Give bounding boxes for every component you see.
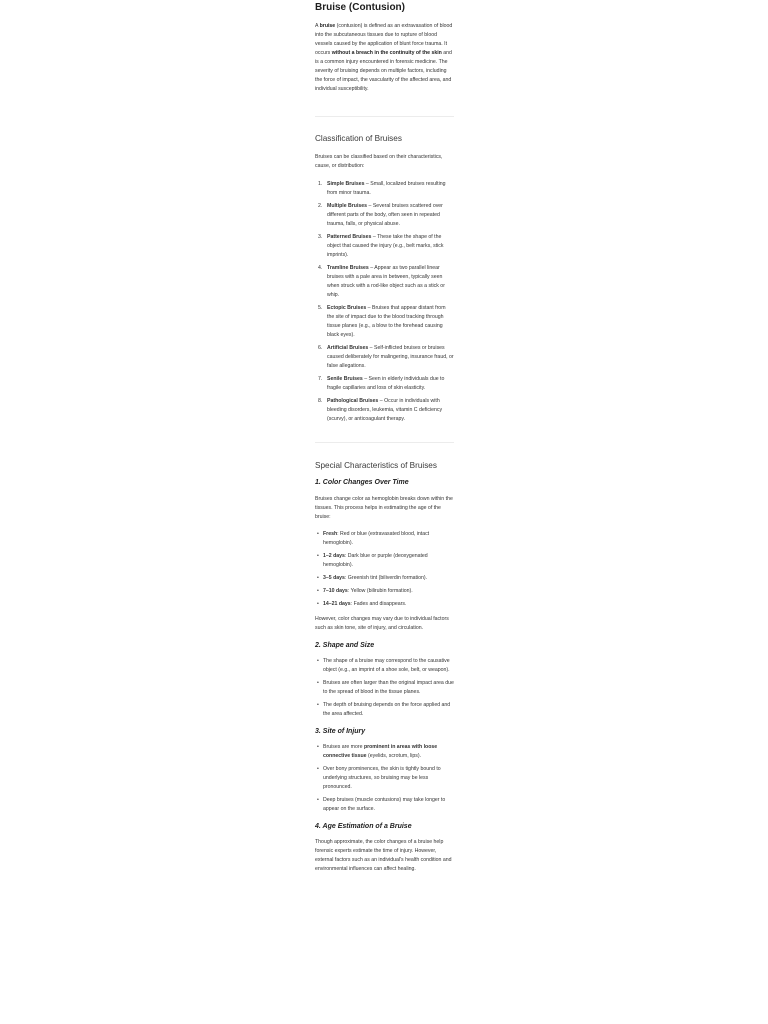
section-divider: [315, 442, 454, 443]
list-item: • 3–5 days: Greenish tint (biliverdin formation).: [317, 575, 428, 581]
classification-heading: Classification of Bruises: [315, 134, 402, 143]
classification-list: [315, 180, 454, 424]
list-item: • 14–21 days: Fades and disappears.: [317, 601, 407, 607]
list-item: • Bruises are often larger than the original impact area due to the spread of blood in the tissue planes.: [317, 680, 454, 695]
classification-item: 7. Senile Bruises – Seen in elderly individuals due to fragile capillaries and loss of skin elasticity.: [318, 376, 445, 391]
section-divider: [315, 116, 454, 117]
list-item: • The shape of a bruise may correspond to the causative object (e.g., an imprint of a shoe sole, belt, or weapon).: [317, 658, 450, 673]
site-injury-list: [315, 743, 454, 814]
classification-item: 5. Ectopic Bruises – Bruises that appear distant from the site of impact due to the blood tracking through tissue planes (e.g., a blow to the forehead causing black eyes).: [318, 305, 446, 338]
classification-item: 4. Tramline Bruises – Appear as two parallel linear bruises with a pale area in between, typically seen when struck with a rod-like object such as a stick or whip.: [318, 265, 445, 298]
classification-item: 2. Multiple Bruises – Several bruises scattered over different parts of the body, often seen in repeated trauma, falls, or physical abuse.: [318, 203, 443, 227]
intro-paragraph: A bruise (contusion) is defined as an extravasation of blood into the subcutaneous tissues due to rupture of blood vessels caused by the application of blunt force trauma. It occurs without a breach in the continuity of the skin and is a common injury encountered in forensic medicine. The severity of bruising depends on multiple factors, including the force of impact, the vascularity of the affected area, and individual susceptibility.: [315, 23, 453, 92]
color-changes-outro: However, color changes may vary due to individual factors such as skin tone, site of injury, and circulation.: [315, 616, 449, 631]
shape-size-list: [315, 657, 454, 719]
page-title: Bruise (Contusion): [315, 2, 405, 13]
list-item: • Fresh: Red or blue (extravasated blood, intact hemoglobin).: [317, 531, 430, 546]
classification-item: 8. Pathological Bruises – Occur in individuals with bleeding disorders, leukemia, vitamin C deficiency (scurvy), or anticoagulant therapy.: [318, 398, 443, 422]
list-item: • 1–2 days: Dark blue or purple (deoxygenated hemoglobin).: [317, 553, 428, 568]
classification-item: 3. Patterned Bruises – These take the shape of the object that caused the injury (e.g., belt marks, stick imprints).: [318, 234, 444, 258]
list-item: • Bruises are more prominent in areas with loose connective tissue (eyelids, scrotum, lips).: [317, 744, 438, 759]
list-item: • The depth of bruising depends on the force applied and the area affected.: [317, 702, 451, 717]
age-estimation-paragraph: Though approximate, the color changes of a bruise help forensic experts estimate the time of injury. However, external factors such as an individual's health condition and environmental influences can affect healing.: [315, 839, 452, 872]
site-injury-heading: 3. Site of Injury: [315, 728, 366, 735]
list-item: • 7–10 days: Yellow (bilirubin formation).: [317, 588, 413, 594]
list-item: • Deep bruises (muscle contusions) may take longer to appear on the surface.: [317, 797, 446, 812]
classification-item: 1. Simple Bruises – Small, localized bruises resulting from minor trauma.: [318, 181, 446, 196]
classification-intro: Bruises can be classified based on their characteristics, cause, or distribution:: [315, 154, 443, 169]
list-item: • Over bony prominences, the skin is tightly bound to underlying structures, so bruising may be less pronounced.: [317, 766, 441, 790]
color-changes-list: [315, 530, 454, 609]
document-page: [315, 0, 454, 874]
age-estimation-heading: 4. Age Estimation of a Bruise: [315, 823, 412, 830]
shape-size-heading: 2. Shape and Size: [315, 642, 375, 649]
color-changes-heading: 1. Color Changes Over Time: [315, 479, 409, 486]
classification-item: 6. Artificial Bruises – Self-inflicted bruises or bruises caused deliberately for malingering, insurance fraud, or false allegations.: [318, 345, 454, 369]
color-changes-intro: Bruises change color as hemoglobin breaks down within the tissues. This process helps in estimating the age of the bruise:: [315, 496, 453, 520]
special-heading: Special Characteristics of Bruises: [315, 461, 437, 470]
